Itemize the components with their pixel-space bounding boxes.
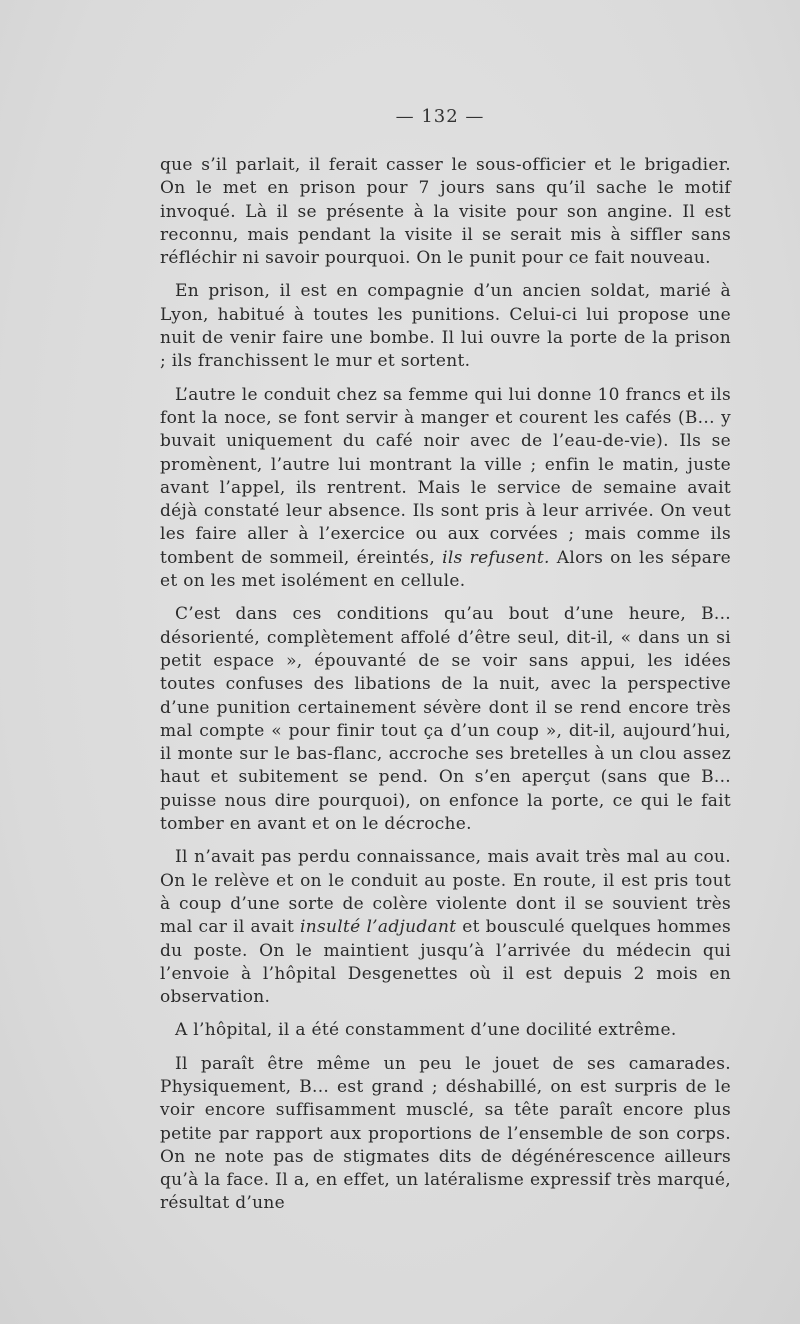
paragraph-6: A l’hôpital, il a été constamment d’une docilité extrême. [175,1020,677,1041]
page-number: — 132 — [395,106,485,127]
paragraph-5-text-b: et bousculé quelques hommes du poste. On le maintient jusqu’à l’arrivée du médecin qui l’envoie à l’hôpital Desgenettes où il est depuis 2 mois en observation. [160,917,731,1008]
paragraph-3-italic: ils refusent. [442,547,550,568]
body-text [160,154,731,1216]
paragraph-4: C’est dans ces conditions qu’au bout d’une heure, B... désorienté, complètement affolé d’être seul, dit-il, « dans un si petit espace », épouvanté de se voir sans appui, les idées toutes confuses des libations de la nuit, avec la perspective d’une punition certainement sévère dont il se rend encore très mal compte « pour finir tout ça d’un coup », dit-il, aujourd’hui, il monte sur le bas-flanc, accroche ses bretelles à un clou assez haut et subitement se pend. On s’en aperçut (sans que B... puisse nous dire pourquoi), on enfonce la porte, ce qui le fait tomber en avant et on le décroche. [160,604,731,835]
paragraph-5-italic: insulté l’adjudant [300,917,457,938]
paragraph-3-text-b: Alors on les sépare et on les met isolément en cellule. [160,547,731,592]
paragraph-7: Il paraît être même un peu le jouet de ses camarades. Physiquement, B... est grand ; déshabillé, on est surpris de le voir encore suffisamment musclé, sa tête paraît encore plus petite par rapport aux proportions de l’ensemble de son corps. On ne note pas de stigmates dits de dégénérescence ailleurs qu’à la face. Il a, en effet, un latéralisme expressif très marqué, résultat d’une [160,1053,731,1214]
paragraph-2: En prison, il est en compagnie d’un ancien soldat, marié à Lyon, habitué à toutes les punitions. Celui-ci lui propose une nuit de venir faire une bombe. Il lui ouvre la porte de la prison ; ils franchissent le mur et sortent. [160,281,731,372]
paragraph-5-text-a: Il n’avait pas perdu connaissance, mais avait très mal au cou. On le relève et on le conduit au poste. En route, il est pris tout à coup d’une sorte de colère violente dont il se souvient très mal car il avait [160,847,731,938]
paragraph-3-text-a: L’autre le conduit chez sa femme qui lui donne 10 francs et ils font la noce, se font servir à manger et courent les cafés (B... y buvait uniquement du café noir avec de l’eau-de-vie). Ils se promènent, l’autre lui montrant la ville ; enfin le matin, juste avant l’appel, ils rentrent. Mais le service de semaine avait déjà constaté leur absence. Ils sont pris à leur arrivée. On veut les faire aller à l’exercice ou aux corvées ; mais comme ils tombent de sommeil, éreintés, [160,384,731,568]
paragraph-5 [160,846,731,1009]
paragraph-1: que s’il parlait, il ferait casser le sous-officier et le brigadier. On le met en prison pour 7 jours sans qu’il sache le motif invoqué. Là il se présente à la visite pour son angine. Il est reconnu, mais pendant la visite il se serait mis à siffler sans réfléchir ni savoir pourquoi. On le punit pour ce fait nouveau. [160,155,731,269]
paragraph-3 [160,384,731,594]
